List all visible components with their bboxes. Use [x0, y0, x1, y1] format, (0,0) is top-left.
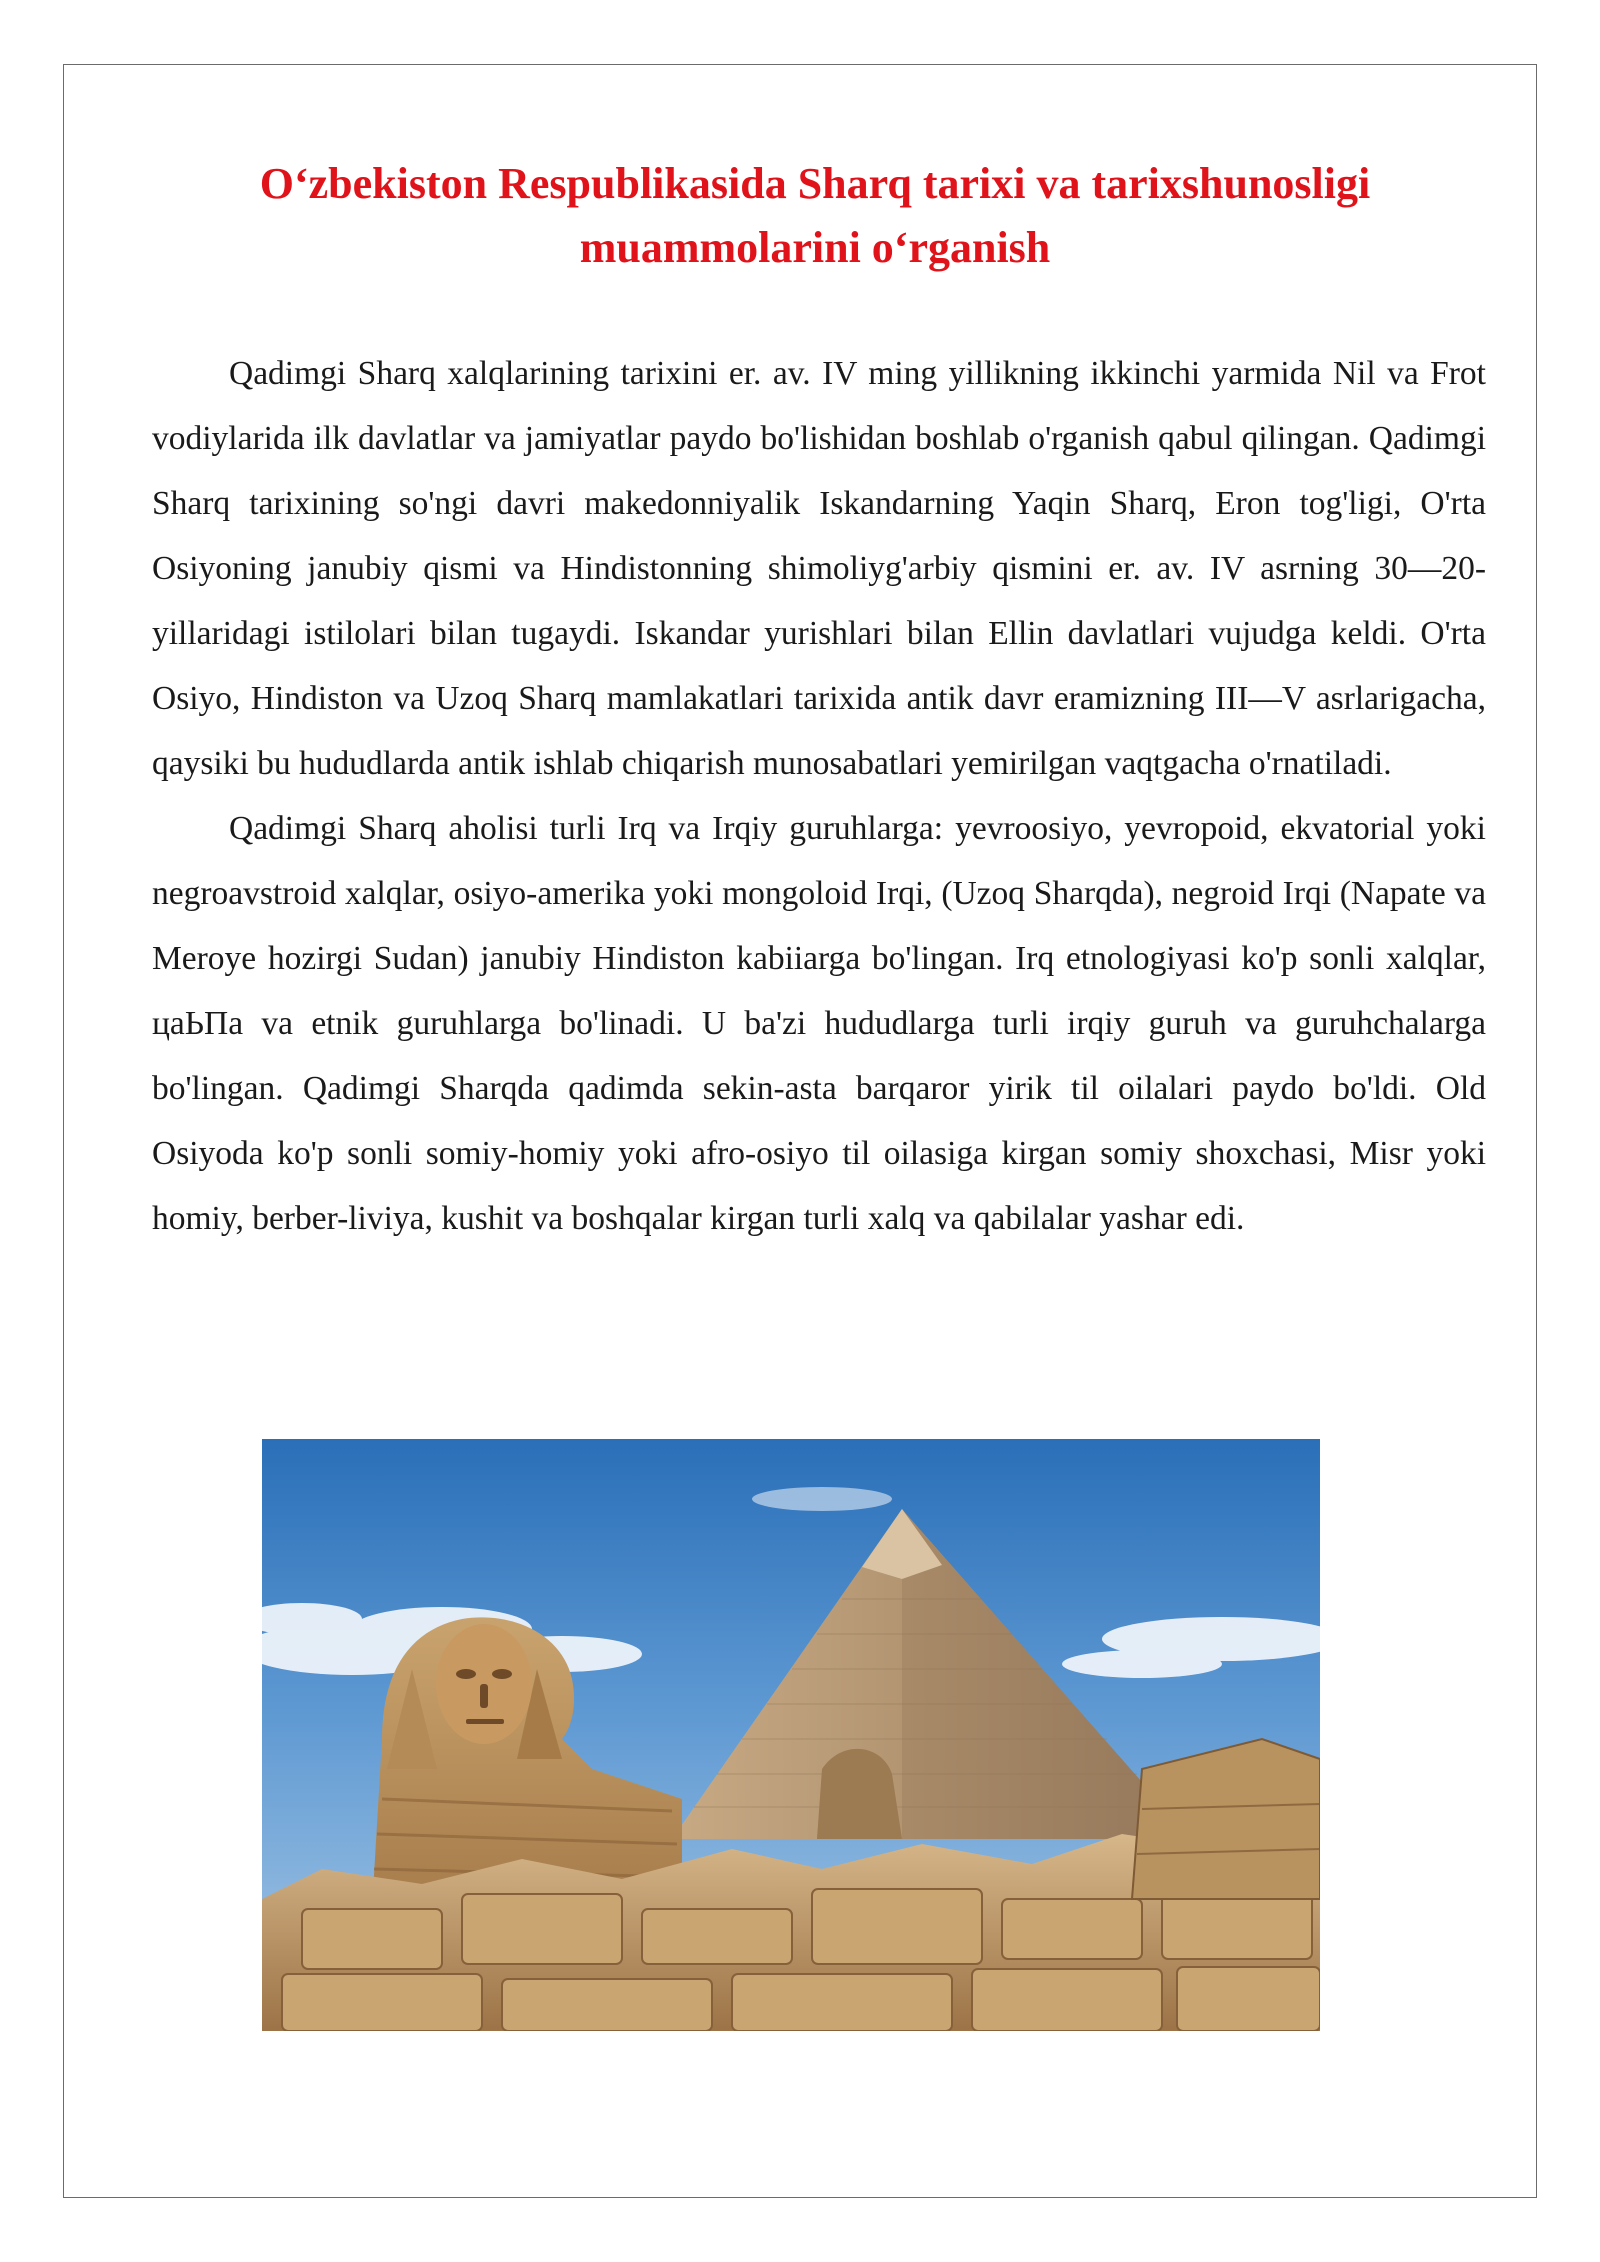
document-body — [152, 341, 1486, 1251]
document-title — [150, 152, 1480, 280]
title-line-1: O‘zbekiston Respublikasida Sharq tarixi va tarixshunosligi — [259, 159, 1371, 208]
title-line-2: muammolarini o‘rganish — [579, 223, 1051, 272]
sphinx-pyramid-photo — [262, 1439, 1320, 2031]
paragraph-1: Qadimgi Sharq xalqlarining tarixini er. av. IV ming yillikning ikkinchi yarmida Nil va Frot vodiylarida ilk davlatlar va jamiyatlar paydo bo'lishidan boshlab o'rganish qabul qilingan. Qadimgi Sharq tarixining so'ngi davri makedonniyalik Iskandarning Yaqin Sharq, Eron tog'ligi, O'rta Osiyoning janubiy qismi va Hindistonning shimoliyg'arbiy qismini er. av. IV asrning 30—20-yillaridagi istilolari bilan tugaydi. Iskandar yurishlari bilan Ellin davlatlari vujudga keldi. O'rta Osiyo, Hindiston va Uzoq Sharq mamlakatlari tarixida antik davr eramizning III—V asrlarigacha, qaysiki bu hududlarda antik ishlab chiqarish munosabatlari yemirilgan vaqtgacha o'rnatiladi. — [152, 355, 1486, 782]
paragraph-2: Qadimgi Sharq aholisi turli Irq va Irqiy guruhlarga: yevroosiyo, yevropoid, ekvatorial yoki negroavstroid xalqlar, osiyo-amerika yoki mongoloid Irqi, (Uzoq Sharqda), negroid Irqi (Napate va Meroye hozirgi Sudan) janubiy Hindiston kabiiarga bo'lingan. Irq etnologiyasi ko'p sonli xalqlar, цаЬПа va etnik guruhlarga bo'linadi. U ba'zi hududlarga turli irqiy guruh va guruhchalarga bo'lingan. Qadimgi Sharqda qadimda sekin-asta barqaror yirik til oilalari paydo bo'ldi. Old Osiyoda ko'p sonli somiy-homiy yoki afro-osiyo til oilasiga kirgan somiy shoxchasi, Misr yoki homiy, berber-liviya, kushit va boshqalar kirgan turli xalq va qabilalar yashar edi. — [152, 810, 1486, 1237]
